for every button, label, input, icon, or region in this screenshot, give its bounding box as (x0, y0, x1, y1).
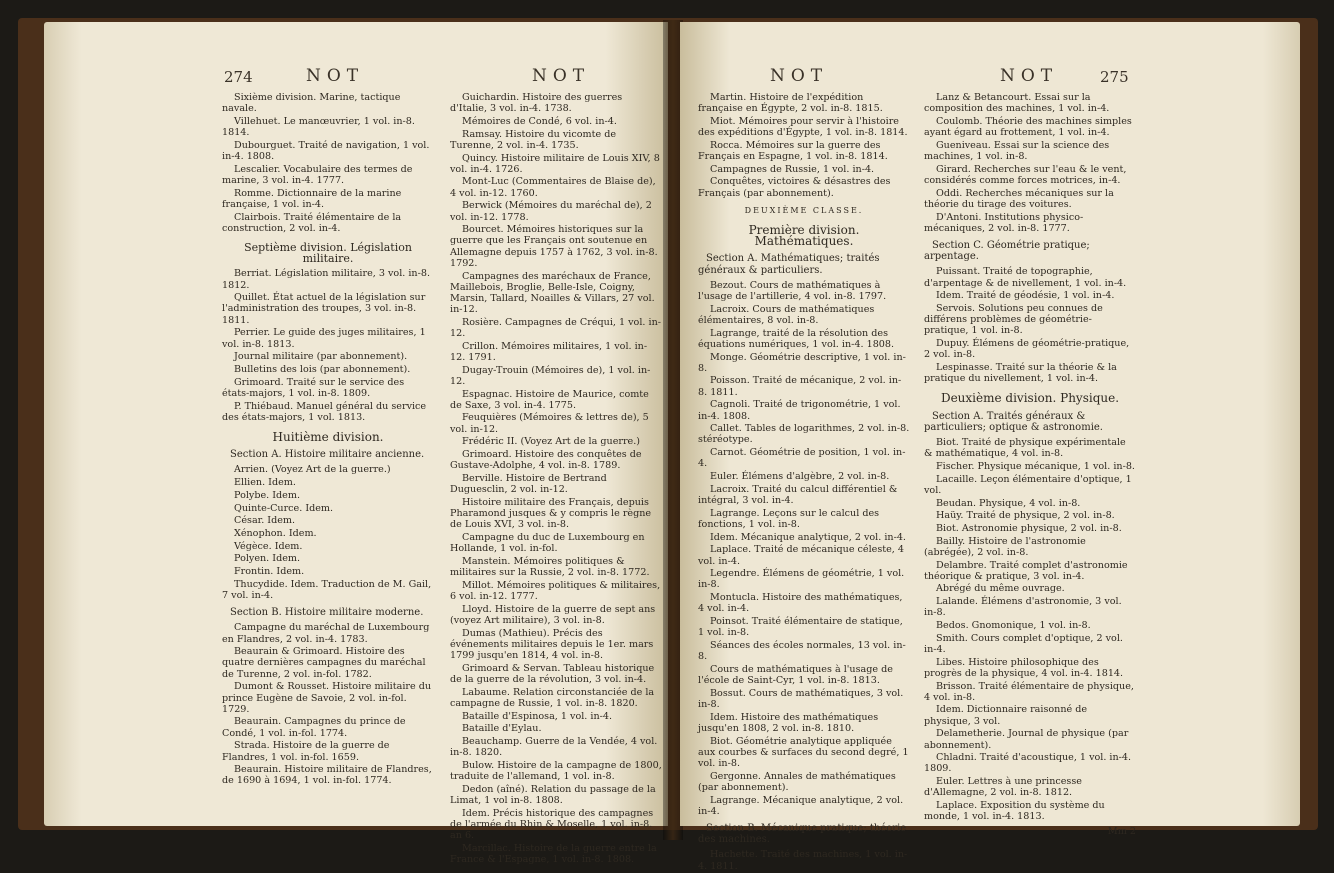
catalog-entry: Frédéric II. (Voyez Art de la guerre.) (462, 436, 641, 448)
catalog-entry: Campagne du maréchal de Luxembourg en Flandres, 2 vol. in-4. 1783. (222, 622, 430, 645)
catalog-entry: Bezout. Cours de mathématiques à l'usage de l'artillerie, 4 vol. in-8. 1797. (698, 279, 887, 303)
catalog-entry: Grimoard & Servan. Tableau historique de la guerre de la révolution, 3 vol. in-4. (450, 662, 655, 685)
catalog-entry: Lacroix. Traité du calcul différentiel & intégral, 3 vol. in-4. (698, 483, 898, 506)
catalog-entry: Labaume. Relation circonstanciée de la campagne de Russie, 1 vol. in-8. 1820. (450, 686, 655, 709)
catalog-entry: Végèce. Idem. (234, 540, 303, 552)
catalog-entry: Campagne du duc de Luxembourg en Hollande, 1 vol. in-fol. (450, 532, 645, 555)
catalog-entry: Lescalier. Vocabulaire des termes de marine, 3 vol. in-4. 1777. (222, 163, 413, 186)
catalog-entry: Delametherie. Journal de physique (par abonnement). (924, 728, 1129, 751)
catalog-entry: Coulomb. Théorie des machines simples ayant égard au frottement, 1 vol. in-4. (924, 115, 1132, 139)
catalog-entry: Grimoard. Histoire des conquêtes de Gustave-Adolphe, 4 vol. in-8. 1789. (450, 449, 642, 472)
catalog-entry: César. Idem. (234, 515, 296, 527)
catalog-entry: Thucydide. Idem. Traduction de M. Gail, 7 vol. in-4. (222, 578, 432, 601)
catalog-entry: Polybe. Idem. (234, 489, 301, 501)
catalog-entry: Bedos. Gnomonique, 1 vol. in-8. (936, 620, 1091, 632)
catalog-entry: Espagnac. Histoire de Maurice, comte de Saxe, 3 vol. in-4. 1775. (450, 388, 649, 411)
catalog-entry: Idem. Précis historique des campagnes de l'armée du Rhin & Moselle, 1 vol. in-8. an 6. (450, 807, 654, 842)
section-heading: Section C. Géométrie pratique; arpentage. (924, 239, 1090, 263)
catalog-entry: Lagrange, traité de la résolution des équations numériques, 1 vol. in-4. 1808. (698, 327, 895, 350)
catalog-entry: Villehuet. Le manœuvrier, 1 vol. in-8. 1814. (222, 115, 415, 139)
running-header: NOT (1000, 66, 1059, 86)
catalog-entry: Berriat. Législation militaire, 3 vol. in-8. 1812. (222, 268, 431, 291)
catalog-entry: Cours de mathématiques à l'usage de l'école de Saint-Cyr, 1 vol. in-8. 1813. (698, 663, 893, 687)
division-heading: Huitième division. (272, 429, 384, 444)
catalog-entry: Cagnoli. Traité de trigonométrie, 1 vol. in-4. 1808. (698, 399, 901, 422)
catalog-entry: Bataille d'Eylau. (462, 723, 542, 735)
catalog-entry: Quincy. Histoire militaire de Louis XIV, 8 vol. in-4. 1726. (450, 152, 660, 175)
catalog-entry: Grimoard. Traité sur le service des états-majors, 1 vol. in-8. 1809. (222, 376, 405, 399)
catalog-entry: Poinsot. Traité élémentaire de statique, 1 vol. in-8. (698, 616, 903, 639)
catalog-entry: Dumas (Mathieu). Précis des événements militaires depuis le 1er. mars 1799 jusqu'en 1814, 4 vol. in-8. (450, 627, 654, 662)
catalog-entry: Mont-Luc (Commentaires de Blaise de), 4 vol. in-12. 1760. (450, 176, 656, 199)
catalog-entry: Beauchamp. Guerre de la Vendée, 4 vol. in-8. 1820. (450, 735, 658, 759)
division-heading: Deuxième division. Physique. (940, 391, 1120, 406)
left-page (44, 22, 668, 865)
catalog-entry: Quinte-Curce. Idem. (234, 502, 334, 514)
catalog-entry: Lloyd. Histoire de la guerre de sept ans (voyez Art militaire), 3 vol. in-8. (450, 603, 656, 626)
catalog-entry: Arrien. (Voyez Art de la guerre.) (234, 464, 391, 476)
catalog-entry: Beaurain & Grimoard. Histoire des quatre dernières campagnes du maréchal de Turenne, 2 vol. in-fol. 1782. (222, 646, 426, 680)
catalog-entry: Girard. Recherches sur l'eau & le vent, considérés comme forces motrices, in-4. (924, 163, 1127, 186)
catalog-entry: Bataille d'Espinosa, 1 vol. in-4. (462, 710, 613, 722)
signature-mark: Mm 2 (1107, 826, 1136, 838)
catalog-entry: Miot. Mémoires pour servir à l'histoire des expéditions d'Égypte, 1 vol. in-8. 1814. (698, 115, 908, 139)
catalog-entry: Chladni. Traité d'acoustique, 1 vol. in-4. 1809. (924, 752, 1132, 775)
catalog-entry: Strada. Histoire de la guerre de Flandres, 1 vol. in-fol. 1659. (222, 740, 390, 763)
catalog-entry: Lagrange. Mécanique analytique, 2 vol. in-4. (698, 794, 904, 817)
catalog-entry: Bourcet. Mémoires historiques sur la guerre que les Français ont soutenue en Allemagne depuis 1757 à 1762, 3 vol. in-8. 1792. (450, 224, 658, 269)
catalog-entry: Bulletins des lois (par abonnement). (234, 363, 411, 375)
section-heading: Section B. Mécanique pratique; théorie des machines. (698, 822, 907, 846)
catalog-entry: Monge. Géométrie descriptive, 1 vol. in-8. (698, 351, 906, 374)
catalog-entry: Crillon. Mémoires militaires, 1 vol. in-12. 1791. (450, 340, 648, 363)
catalog-entry: Journal militaire (par abonnement). (234, 351, 408, 363)
catalog-entry: Idem. Histoire des mathématiques jusqu'en 1808, 2 vol. in-8. 1810. (698, 711, 879, 734)
catalog-entry: Abrégé du même ouvrage. (936, 583, 1065, 595)
catalog-entry: Campagnes de Russie, 1 vol. in-4. (710, 163, 875, 175)
section-heading: Section A. Histoire militaire ancienne. (230, 449, 425, 461)
catalog-entry: Oddi. Recherches mécaniques sur la théorie du tirage des voitures. (924, 187, 1114, 210)
catalog-entry: Servois. Solutions peu connues de différens problèmes de géométrie-pratique, 1 vol. in-8. (924, 302, 1103, 337)
catalog-entry: Delambre. Traité complet d'astronomie théorique & pratique, 3 vol. in-4. (924, 559, 1128, 582)
catalog-entry: Ramsay. Histoire du vicomte de Turenne, 2 vol. in-4. 1735. (450, 128, 617, 151)
catalog-entry: Lacroix. Cours de mathématiques élémentaires, 8 vol. in-8. (698, 303, 875, 326)
catalog-entry: Guichardin. Histoire des guerres d'Italie, 3 vol. in-4. 1738. (450, 92, 623, 115)
catalog-entry: Dubourguet. Traité de navigation, 1 vol. in-4. 1808. (222, 139, 430, 163)
catalog-entry: Rocca. Mémoires sur la guerre des Français en Espagne, 1 vol. in-8. 1814. (698, 139, 888, 163)
catalog-entry: Dupuy. Élémens de géométrie-pratique, 2 vol. in-8. (924, 338, 1130, 361)
catalog-entry: Puissant. Traité de topographie, d'arpentage & de nivellement, 1 vol. in-4. (924, 266, 1127, 289)
catalog-entry: Clairbois. Traité élémentaire de la construction, 2 vol. in-4. (222, 211, 402, 234)
text-column (924, 92, 1136, 839)
catalog-entry: Rosière. Campagnes de Créqui, 1 vol. in-12. (450, 316, 661, 340)
right-page (680, 22, 1300, 872)
catalog-entry: Feuquières (Mémoires & lettres de), 5 vol. in-12. (450, 412, 649, 435)
catalog-entry: Gueniveau. Essai sur la science des machines, 1 vol. in-8. (924, 139, 1110, 163)
catalog-entry: Polyen. Idem. (234, 553, 301, 565)
catalog-entry: Montucla. Histoire des mathématiques, 4 vol. in-4. (698, 592, 903, 615)
catalog-entry: Beaurain. Histoire militaire de Flandres, de 1690 à 1694, 1 vol. in-fol. 1774. (222, 764, 432, 787)
section-heading: Section B. Histoire militaire moderne. (230, 607, 424, 619)
catalog-entry: Biot. Géométrie analytique appliquée aux courbes & surfaces du second degré, 1 vol. in-8. (698, 735, 909, 769)
running-header: NOT (770, 66, 829, 86)
page-number: 274 (224, 68, 253, 86)
catalog-entry: Romme. Dictionnaire de la marine française, 1 vol. in-4. (222, 187, 402, 210)
catalog-entry: Perrier. Le guide des juges militaires, 1 vol. in-8. 1813. (222, 327, 426, 350)
catalog-entry: Lespinasse. Traité sur la théorie & la pratique du nivellement, 1 vol. in-4. (924, 361, 1117, 385)
catalog-entry: Biot. Astronomie physique, 2 vol. in-8. (936, 522, 1122, 534)
section-heading: Septième division. Législation militaire. (244, 240, 412, 266)
catalog-entry: Frontin. Idem. (234, 566, 305, 578)
running-header: NOT (532, 66, 591, 86)
catalog-entry: Séances des écoles normales, 13 vol. in-8. (698, 639, 906, 663)
text-column (698, 92, 910, 873)
catalog-entry: Biot. Traité de physique expérimentale & mathématique, 4 vol. in-8. (924, 436, 1126, 460)
catalog-entry: Legendre. Élémens de géométrie, 1 vol. in-8. (698, 568, 905, 591)
text-column (222, 92, 434, 788)
page-number: 275 (1100, 68, 1129, 86)
catalog-entry: Bulow. Histoire de la campagne de 1800, traduite de l'allemand, 1 vol. in-8. (450, 759, 662, 783)
catalog-entry: D'Antoni. Institutions physico-mécaniques, 2 vol. in-8. 1777. (924, 211, 1084, 234)
catalog-entry: Conquêtes, victoires & désastres des Français (par abonnement). (698, 176, 891, 199)
catalog-entry: Bossut. Cours de mathématiques, 3 vol. in-8. (698, 687, 904, 710)
catalog-entry: Euler. Lettres à une princesse d'Allemagne, 2 vol. in-8. 1812. (924, 776, 1082, 799)
catalog-entry: Brisson. Traité élémentaire de physique, 4 vol. in-8. (924, 680, 1134, 703)
catalog-entry: Martin. Histoire de l'expédition française en Égypte, 2 vol. in-8. 1815. (698, 92, 883, 115)
catalog-entry: Mémoires de Condé, 6 vol. in-4. (462, 115, 617, 127)
catalog-entry: Fischer. Physique mécanique, 1 vol. in-8. (936, 460, 1135, 472)
catalog-entry: Dedon (aîné). Relation du passage de la Limat, 1 vol in-8. 1808. (450, 783, 656, 806)
catalog-entry: Beudan. Physique, 4 vol. in-8. (936, 497, 1081, 509)
catalog-entry: Millot. Mémoires politiques & militaires, 6 vol. in-12. 1777. (450, 579, 661, 603)
catalog-entry: Campagnes des maréchaux de France, Maillebois, Broglie, Belle-Isle, Coigny, Marsin, Tallard, Noailles & Villars, 27 vol. in-12. (450, 270, 655, 316)
catalog-entry: P. Thiébaud. Manuel général du service des états-majors, 1 vol. 1813. (222, 400, 427, 423)
catalog-entry: Hachette. Traité des machines, 1 vol. in-4. 1811. (698, 849, 908, 872)
catalog-entry: Lanz & Betancourt. Essai sur la composition des machines, 1 vol. in-4. (924, 92, 1110, 115)
catalog-entry: Berville. Histoire de Bertrand Duguesclin, 2 vol. in-12. (450, 473, 607, 496)
catalog-entry: Poisson. Traité de mécanique, 2 vol. in-8. 1811. (698, 375, 902, 398)
catalog-entry: Manstein. Mémoires politiques & militaires sur la Russie, 2 vol. in-8. 1772. (450, 555, 650, 579)
catalog-entry: Beaurain. Campagnes du prince de Condé, 1 vol. in-fol. 1774. (222, 716, 406, 739)
text-column (450, 92, 662, 867)
catalog-entry: Lacaille. Leçon élémentaire d'optique, 1 vol. (924, 473, 1132, 496)
catalog-entry: Idem. Mécanique analytique, 2 vol. in-4. (710, 531, 906, 543)
catalog-entry: Dugay-Trouin (Mémoires de), 1 vol. in-12. (450, 364, 651, 387)
catalog-entry: Libes. Histoire philosophique des progrès de la physique, 4 vol. in-4. 1814. (924, 656, 1124, 679)
catalog-entry: Idem. Dictionnaire raisonné de physique, 3 vol. (924, 704, 1088, 727)
section-heading: Section A. Traités généraux & particuliers; optique & astronomie. (924, 410, 1103, 433)
catalog-entry: Callet. Tables de logarithmes, 2 vol. in-8. stéréotype. (698, 423, 910, 446)
catalog-entry: Gergonne. Annales de mathématiques (par abonnement). (698, 770, 896, 793)
catalog-entry: Sixième division. Marine, tactique navale. (222, 92, 401, 115)
division-heading: Première division. Mathématiques. (748, 223, 860, 249)
catalog-entry: Bailly. Histoire de l'astronomie (abrégée), 2 vol. in-8. (924, 535, 1086, 558)
catalog-entry: Ellien. Idem. (234, 477, 296, 489)
class-heading: DEUXIÈME CLASSE. (744, 205, 864, 215)
catalog-entry: Quillet. État actuel de la législation sur l'administration des troupes, 3 vol. in-8. 1811. (222, 292, 426, 326)
catalog-entry: Berwick (Mémoires du maréchal de), 2 vol. in-12. 1778. (450, 200, 652, 223)
running-header: NOT (306, 66, 365, 86)
catalog-entry: Laplace. Exposition du système du monde, 1 vol. in-4. 1813. (924, 800, 1105, 823)
catalog-entry: Dumont & Rousset. Histoire militaire du prince Eugène de Savoie, 2 vol. in-fol. 1729. (222, 681, 432, 715)
section-heading: Section A. Mathématiques; traités généraux & particuliers. (698, 253, 880, 276)
catalog-entry: Idem. Traité de géodésie, 1 vol. in-4. (936, 290, 1115, 302)
catalog-entry: Marcillac. Histoire de la guerre entre la France & l'Espagne, 1 vol. in-8. 1808. (450, 842, 657, 865)
catalog-entry: Lalande. Élémens d'astronomie, 3 vol. in-8. (924, 596, 1122, 619)
catalog-entry: Smith. Cours complet d'optique, 2 vol. in-4. (924, 632, 1123, 655)
catalog-entry: Histoire militaire des Français, depuis Pharamond jusques & y compris le règne de Louis XVI, 3 vol. in-8. (450, 496, 652, 531)
catalog-entry: Laplace. Traité de mécanique céleste, 4 vol. in-4. (698, 544, 905, 567)
catalog-entry: Haüy. Traité de physique, 2 vol. in-8. (936, 510, 1115, 522)
catalog-entry: Euler. Élémens d'algèbre, 2 vol. in-8. (710, 471, 890, 483)
catalog-entry: Xénophon. Idem. (234, 527, 317, 539)
catalog-entry: Lagrange. Leçons sur le calcul des fonctions, 1 vol. in-8. (698, 507, 880, 530)
catalog-entry: Carnot. Géométrie de position, 1 vol. in-4. (698, 447, 906, 470)
